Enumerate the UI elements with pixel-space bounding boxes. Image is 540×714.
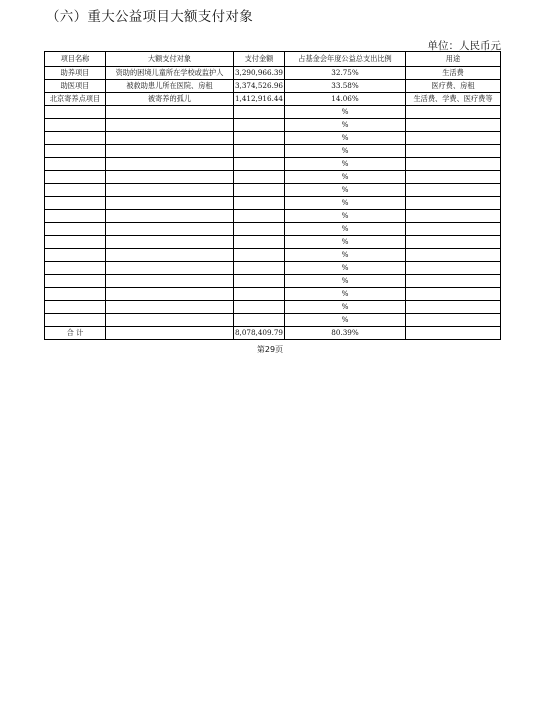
cell-purpose (406, 106, 501, 119)
cell-ratio: 32.75% (285, 67, 406, 80)
cell-amount (234, 132, 285, 145)
table-row (45, 288, 501, 301)
table-row (45, 158, 501, 171)
cell-payee: 资助的困境儿童所在学校或监护人 (106, 67, 234, 80)
cell-amount (234, 262, 285, 275)
table-row (45, 145, 501, 158)
cell-purpose: 生活费、学费、医疗费等 (406, 93, 501, 106)
cell-purpose (406, 262, 501, 275)
cell-project-name (45, 223, 106, 236)
cell-payee (106, 132, 234, 145)
total-row (45, 327, 501, 340)
cell-ratio: % (285, 301, 406, 314)
table-row (45, 249, 501, 262)
cell-payee (106, 223, 234, 236)
header-amount: 支付金额 (234, 52, 285, 67)
cell-amount (234, 314, 285, 327)
cell-payee (106, 197, 234, 210)
cell-payee: 被救助患儿所在医院、房租 (106, 80, 234, 93)
cell-purpose (406, 197, 501, 210)
cell-amount: 3,290,966.39 (234, 67, 285, 80)
cell-payee (106, 301, 234, 314)
cell-payee (106, 314, 234, 327)
cell-amount (234, 106, 285, 119)
table-row (45, 301, 501, 314)
table-header-row (45, 52, 501, 67)
cell-project-name (45, 301, 106, 314)
cell-ratio: % (285, 249, 406, 262)
table-row (45, 67, 501, 80)
cell-purpose (406, 236, 501, 249)
table-row (45, 262, 501, 275)
cell-purpose (406, 288, 501, 301)
table-row (45, 236, 501, 249)
cell-amount (234, 197, 285, 210)
cell-amount (234, 275, 285, 288)
cell-purpose (406, 171, 501, 184)
cell-ratio: % (285, 314, 406, 327)
cell-amount (234, 171, 285, 184)
cell-ratio: % (285, 288, 406, 301)
cell-project-name (45, 132, 106, 145)
cell-project-name (45, 184, 106, 197)
cell-purpose: 生活费 (406, 67, 501, 80)
cell-ratio: % (285, 223, 406, 236)
table-row (45, 197, 501, 210)
cell-payee (106, 106, 234, 119)
cell-ratio: % (285, 262, 406, 275)
cell-payee (106, 171, 234, 184)
payment-table (44, 51, 501, 340)
cell-project-name (45, 236, 106, 249)
cell-payee (106, 145, 234, 158)
cell-amount (234, 158, 285, 171)
cell-purpose (406, 223, 501, 236)
cell-project-name: 北京寄养点项目 (45, 93, 106, 106)
cell-amount: 1,412,916.44 (234, 93, 285, 106)
table-row (45, 184, 501, 197)
header-purpose: 用途 (406, 52, 501, 67)
cell-project-name (45, 158, 106, 171)
cell-amount (234, 301, 285, 314)
cell-project-name (45, 275, 106, 288)
cell-amount (234, 223, 285, 236)
cell-purpose (406, 275, 501, 288)
page-number: 第29页 (256, 345, 284, 354)
cell-purpose (406, 158, 501, 171)
cell-ratio: % (285, 275, 406, 288)
cell-purpose: 医疗费、房租 (406, 80, 501, 93)
cell-amount (234, 145, 285, 158)
cell-amount (234, 236, 285, 249)
cell-ratio: 33.58% (285, 80, 406, 93)
cell-project-name (45, 197, 106, 210)
table-row (45, 106, 501, 119)
cell-ratio: % (285, 132, 406, 145)
total-purpose (406, 327, 501, 340)
cell-project-name: 助医项目 (45, 80, 106, 93)
total-label: 合 计 (45, 327, 106, 340)
table-row (45, 132, 501, 145)
header-ratio: 占基金会年度公益总支出比例 (285, 52, 406, 67)
cell-purpose (406, 119, 501, 132)
cell-payee: 被寄养的孤儿 (106, 93, 234, 106)
cell-amount (234, 119, 285, 132)
cell-purpose (406, 210, 501, 223)
cell-purpose (406, 249, 501, 262)
cell-ratio: % (285, 171, 406, 184)
cell-project-name (45, 314, 106, 327)
total-amount: 8,078,409.79 (234, 327, 285, 340)
table-row (45, 210, 501, 223)
cell-ratio: % (285, 145, 406, 158)
table-row (45, 275, 501, 288)
table-row (45, 171, 501, 184)
cell-ratio: % (285, 158, 406, 171)
cell-ratio: % (285, 210, 406, 223)
cell-amount: 3,374,526.96 (234, 80, 285, 93)
cell-ratio: % (285, 236, 406, 249)
table-row (45, 119, 501, 132)
cell-purpose (406, 145, 501, 158)
cell-project-name (45, 249, 106, 262)
table-row (45, 223, 501, 236)
cell-project-name (45, 119, 106, 132)
cell-amount (234, 184, 285, 197)
cell-ratio: % (285, 184, 406, 197)
cell-ratio: % (285, 197, 406, 210)
unit-label: 单位：人民币元 (427, 40, 501, 52)
table-body (45, 67, 501, 327)
cell-project-name (45, 106, 106, 119)
cell-ratio: % (285, 106, 406, 119)
cell-payee (106, 158, 234, 171)
header-payee: 大额支付对象 (106, 52, 234, 67)
table-row (45, 93, 501, 106)
cell-purpose (406, 132, 501, 145)
header-project-name: 项目名称 (45, 52, 106, 67)
cell-payee (106, 275, 234, 288)
cell-amount (234, 210, 285, 223)
cell-payee (106, 184, 234, 197)
cell-amount (234, 249, 285, 262)
cell-project-name (45, 288, 106, 301)
cell-purpose (406, 301, 501, 314)
cell-project-name (45, 171, 106, 184)
cell-payee (106, 210, 234, 223)
cell-project-name (45, 262, 106, 275)
cell-project-name (45, 210, 106, 223)
total-ratio: 80.39% (285, 327, 406, 340)
cell-project-name (45, 145, 106, 158)
total-payee (106, 327, 234, 340)
cell-amount (234, 288, 285, 301)
cell-payee (106, 262, 234, 275)
cell-ratio: % (285, 119, 406, 132)
cell-payee (106, 236, 234, 249)
cell-payee (106, 119, 234, 132)
cell-purpose (406, 184, 501, 197)
cell-payee (106, 288, 234, 301)
cell-ratio: 14.06% (285, 93, 406, 106)
section-title: （六）重大公益项目大额支付对象 (46, 9, 253, 25)
cell-purpose (406, 314, 501, 327)
cell-project-name: 助养项目 (45, 67, 106, 80)
cell-payee (106, 249, 234, 262)
table-row (45, 80, 501, 93)
table-row (45, 314, 501, 327)
